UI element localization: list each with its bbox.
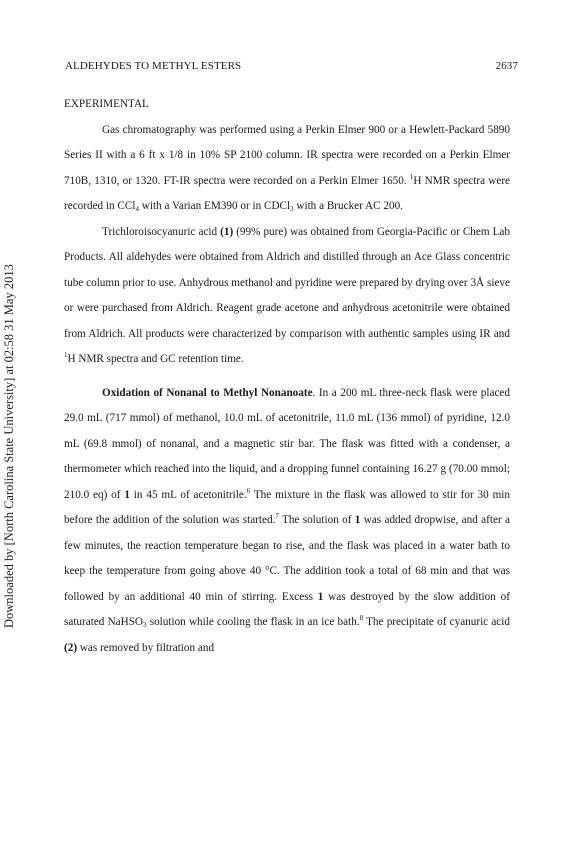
superscript: 1 (409, 172, 414, 181)
superscript: 8 (359, 614, 364, 622)
procedure-title: Oxidation of Nonanal to Methyl Nonanoate (102, 386, 313, 399)
paragraph-materials (64, 220, 510, 373)
compound-label: 1 (317, 590, 324, 603)
text-span: The mixture in the flask was allowed to stir for 30 min before the addition of the solution was started. (64, 488, 510, 526)
page-number: 2637 (495, 60, 518, 72)
superscript: 6 (246, 486, 251, 495)
text-span: solution while cooling the flask in an ice bath. (146, 616, 360, 628)
compound-label: 1 (354, 514, 361, 526)
subscript: 3 (143, 621, 147, 629)
text-span: was added dropwise, and after a few minutes, the reaction temperature began to rise, and the flask was placed in a water bath to keep the temperature from going above 40 °C. The addition took a total of 68 min and that was followed by an additional 40 min of stirring. Excess (64, 514, 510, 603)
text-span: H NMR spectra were recorded in CCl (64, 174, 511, 212)
running-title: ALDEHYDES TO METHYL ESTERS (65, 60, 242, 72)
article-body (64, 92, 510, 661)
text-span: The solution of (278, 514, 355, 526)
text-span: Gas chromatography was performed using a Perkin Elmer 900 or a Hewlett-Packard 5890 Series II with a 6 ft x 1/8 in 10% SP 2100 column. IR spectra were recorded on a Perkin Elmer 710B, 1310, or 1320. FT-IR spectra were recorded on a Perkin Elmer 1650. (64, 123, 510, 187)
text-span: H NMR spectra and GC retention time. (67, 353, 244, 365)
subscript: 4 (135, 205, 139, 213)
text-span: Trichloroisocyanuric acid (102, 225, 221, 238)
text-span: with a Varian EM390 or in CDCl (138, 200, 291, 212)
text-span: . In a 200 mL three-neck flask were placed 29.0 mL (717 mmol) of methanol, 10.0 mL of acetonitrile, 11.0 mL (136 mmol) of pyridine, 12.0 mL (69.8 mmol) of nonanal, and a magnetic stir bar. The flask was fitted with a condenser, a thermometer which reached into the liquid, and a dropping funnel containing 16.27 g (70.00 mmol; 210.0 eq) of (64, 386, 510, 501)
superscript: 1 (64, 351, 68, 359)
text-span: with a Brucker AC 200. (293, 200, 403, 212)
paragraph-instruments (64, 118, 510, 220)
section-heading: EXPERIMENTAL (64, 98, 149, 110)
text-span: The precipitate of cyanuric acid (363, 616, 510, 628)
compound-label: (1) (220, 225, 234, 238)
paragraph-procedure (64, 381, 510, 662)
text-span: (99% pure) was obtained from Georgia-Pacific or Chem Lab Products. All aldehydes were obtained from Aldrich and distilled through an Ace Glass concentric tube column prior to use. Anhydrous methanol and pyridine were prepared by drying over 3Å sieve or were purchased from Aldrich. Reagent grade acetone and anhydrous acetonitrile were obtained from Aldrich. All products were characterized by comparison with authentic samples using IR and (64, 225, 510, 340)
compound-label: (2) (64, 641, 78, 654)
subscript: 3 (290, 205, 294, 213)
download-watermark: Downloaded by [North Carolina State University] at 02:58 31 May 2013 (2, 264, 16, 628)
compound-label: 1 (124, 488, 130, 501)
superscript: 7 (275, 512, 279, 520)
text-span: was destroyed by the slow addition of saturated NaHSO (64, 590, 510, 628)
text-span: was removed by filtration and (77, 641, 215, 654)
text-span: in 45 mL of acetonitrile. (129, 488, 247, 501)
